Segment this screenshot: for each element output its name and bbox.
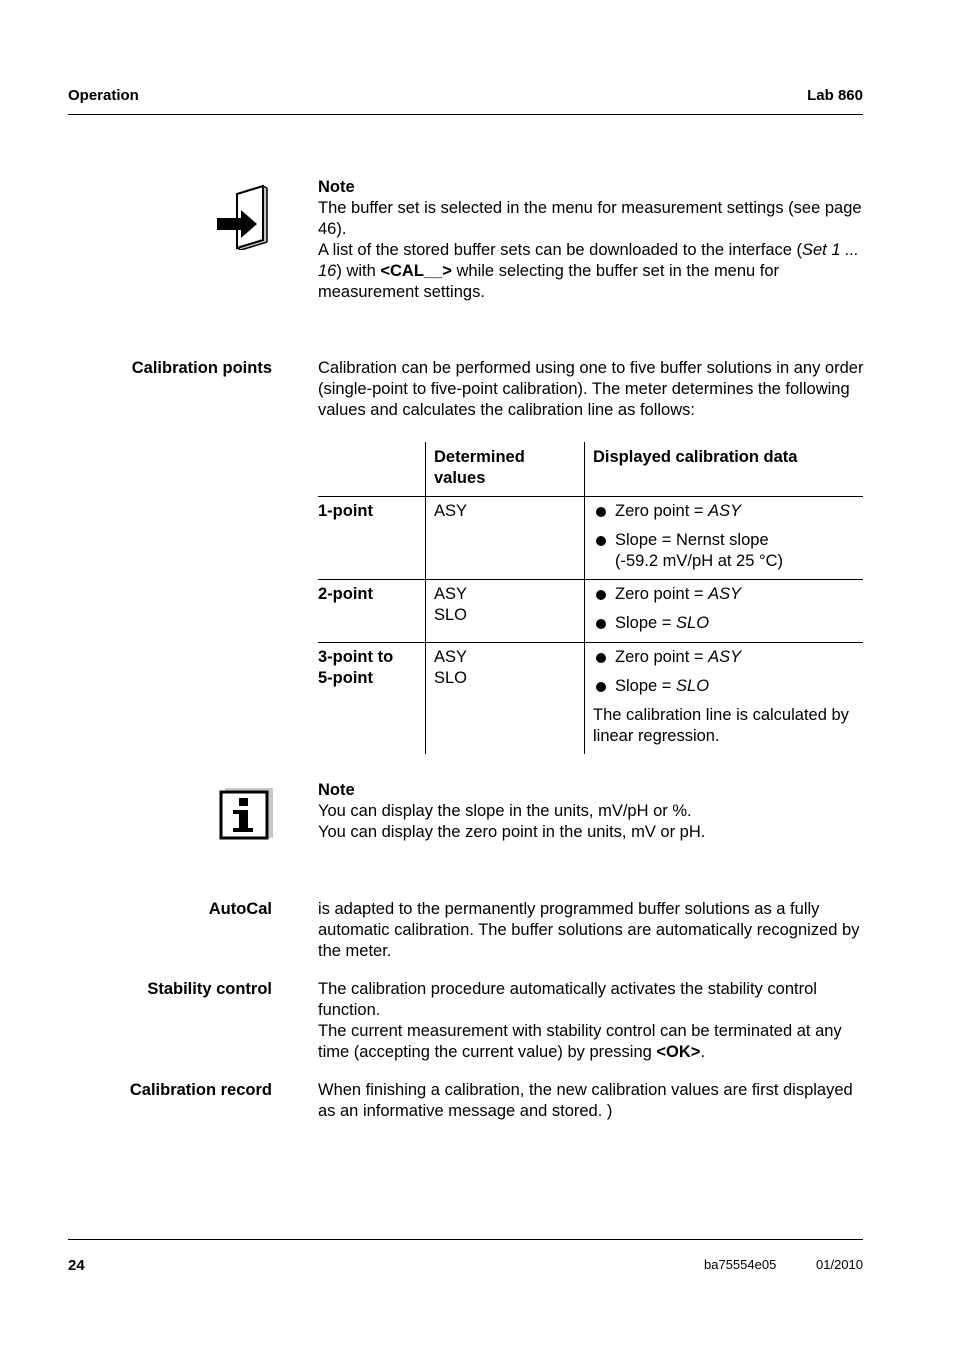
table-row-3-label: 3-point to 5-point bbox=[318, 648, 394, 687]
stability-text: The calibration procedure automatically activates the stability control function. The current measurement with stability control can be terminated at any time (accepting the current value) by pressing <OK>. bbox=[318, 980, 842, 1061]
bullet-icon bbox=[596, 682, 606, 692]
calibration-table bbox=[318, 442, 863, 754]
bullet-icon bbox=[596, 590, 606, 600]
header-rule bbox=[68, 114, 863, 115]
note-2-line2: You can display the zero point in the units, mV or pH. bbox=[318, 823, 706, 841]
calibration-points-label: Calibration points bbox=[131, 359, 272, 377]
table-row-2-label: 2-point bbox=[318, 585, 373, 603]
bullet-icon bbox=[596, 619, 606, 629]
header-product: Lab 860 bbox=[807, 87, 863, 104]
autocal-label: AutoCal bbox=[208, 900, 272, 918]
list-item: Slope = SLO bbox=[593, 676, 863, 697]
book-arrow-icon bbox=[215, 184, 275, 250]
table-row-3-extra: The calibration line is calculated by linear regression. bbox=[593, 706, 849, 745]
calibration-points-text: Calibration can be performed using one to five buffer solutions in any order (single-point to five-point calibration). The meter determines the following values and calculates the calibration line as follows: bbox=[318, 359, 864, 419]
note-2-title: Note bbox=[318, 781, 355, 799]
table-rule-header bbox=[318, 496, 863, 497]
table-row-2-data bbox=[593, 584, 863, 634]
table-header-values: Determined values bbox=[434, 448, 525, 487]
table-header-displayed: Displayed calibration data bbox=[593, 448, 798, 466]
page-number: 24 bbox=[68, 1257, 85, 1274]
note-1-line1: The buffer set is selected in the menu for measurement settings (see page 46). bbox=[318, 199, 862, 238]
info-icon bbox=[219, 786, 273, 840]
table-rule-row1 bbox=[318, 579, 863, 580]
table-row-2-values: ASY SLO bbox=[434, 585, 468, 624]
record-label: Calibration record bbox=[129, 1081, 272, 1099]
table-rule-row2 bbox=[318, 642, 863, 643]
table-row-3-data bbox=[593, 647, 863, 747]
table-row-3-values: ASY SLO bbox=[434, 648, 468, 687]
note-1-line2: A list of the stored buffer sets can be downloaded to the interface (Set 1 ... 16) with <CAL__> while selecting the buffer set in the menu for measurement settings. bbox=[318, 241, 859, 301]
doc-date: 01/2010 bbox=[816, 1257, 863, 1272]
list-item: Zero point = ASY bbox=[593, 647, 863, 668]
footer-rule bbox=[68, 1239, 863, 1240]
note-2-line1: You can display the slope in the units, mV/pH or %. bbox=[318, 802, 692, 820]
doc-id: ba75554e05 bbox=[704, 1257, 777, 1272]
note-2 bbox=[318, 780, 866, 843]
bullet-icon bbox=[596, 653, 606, 663]
note-1-title: Note bbox=[318, 178, 355, 196]
bullet-icon bbox=[596, 536, 606, 546]
header-section: Operation bbox=[68, 87, 139, 104]
table-divider-2 bbox=[584, 442, 585, 754]
table-divider-1 bbox=[425, 442, 426, 754]
table-row-1-data bbox=[593, 501, 863, 572]
note-1 bbox=[318, 177, 866, 303]
table-row-1-label: 1-point bbox=[318, 502, 373, 520]
list-item: Zero point = ASY bbox=[593, 501, 863, 522]
list-item: Zero point = ASY bbox=[593, 584, 863, 605]
list-item: Slope = SLO bbox=[593, 613, 863, 634]
stability-label: Stability control bbox=[147, 980, 272, 998]
autocal-text: is adapted to the permanently programmed buffer solutions as a fully automatic calibration. The buffer solutions are automatically recognized by the meter. bbox=[318, 900, 860, 960]
record-text: When finishing a calibration, the new calibration values are first displayed as an informative message and stored. ) bbox=[318, 1081, 853, 1120]
list-item: Slope = Nernst slope (-59.2 mV/pH at 25 °C) bbox=[593, 530, 863, 572]
table-row-1-values: ASY bbox=[434, 502, 468, 520]
bullet-icon bbox=[596, 507, 606, 517]
